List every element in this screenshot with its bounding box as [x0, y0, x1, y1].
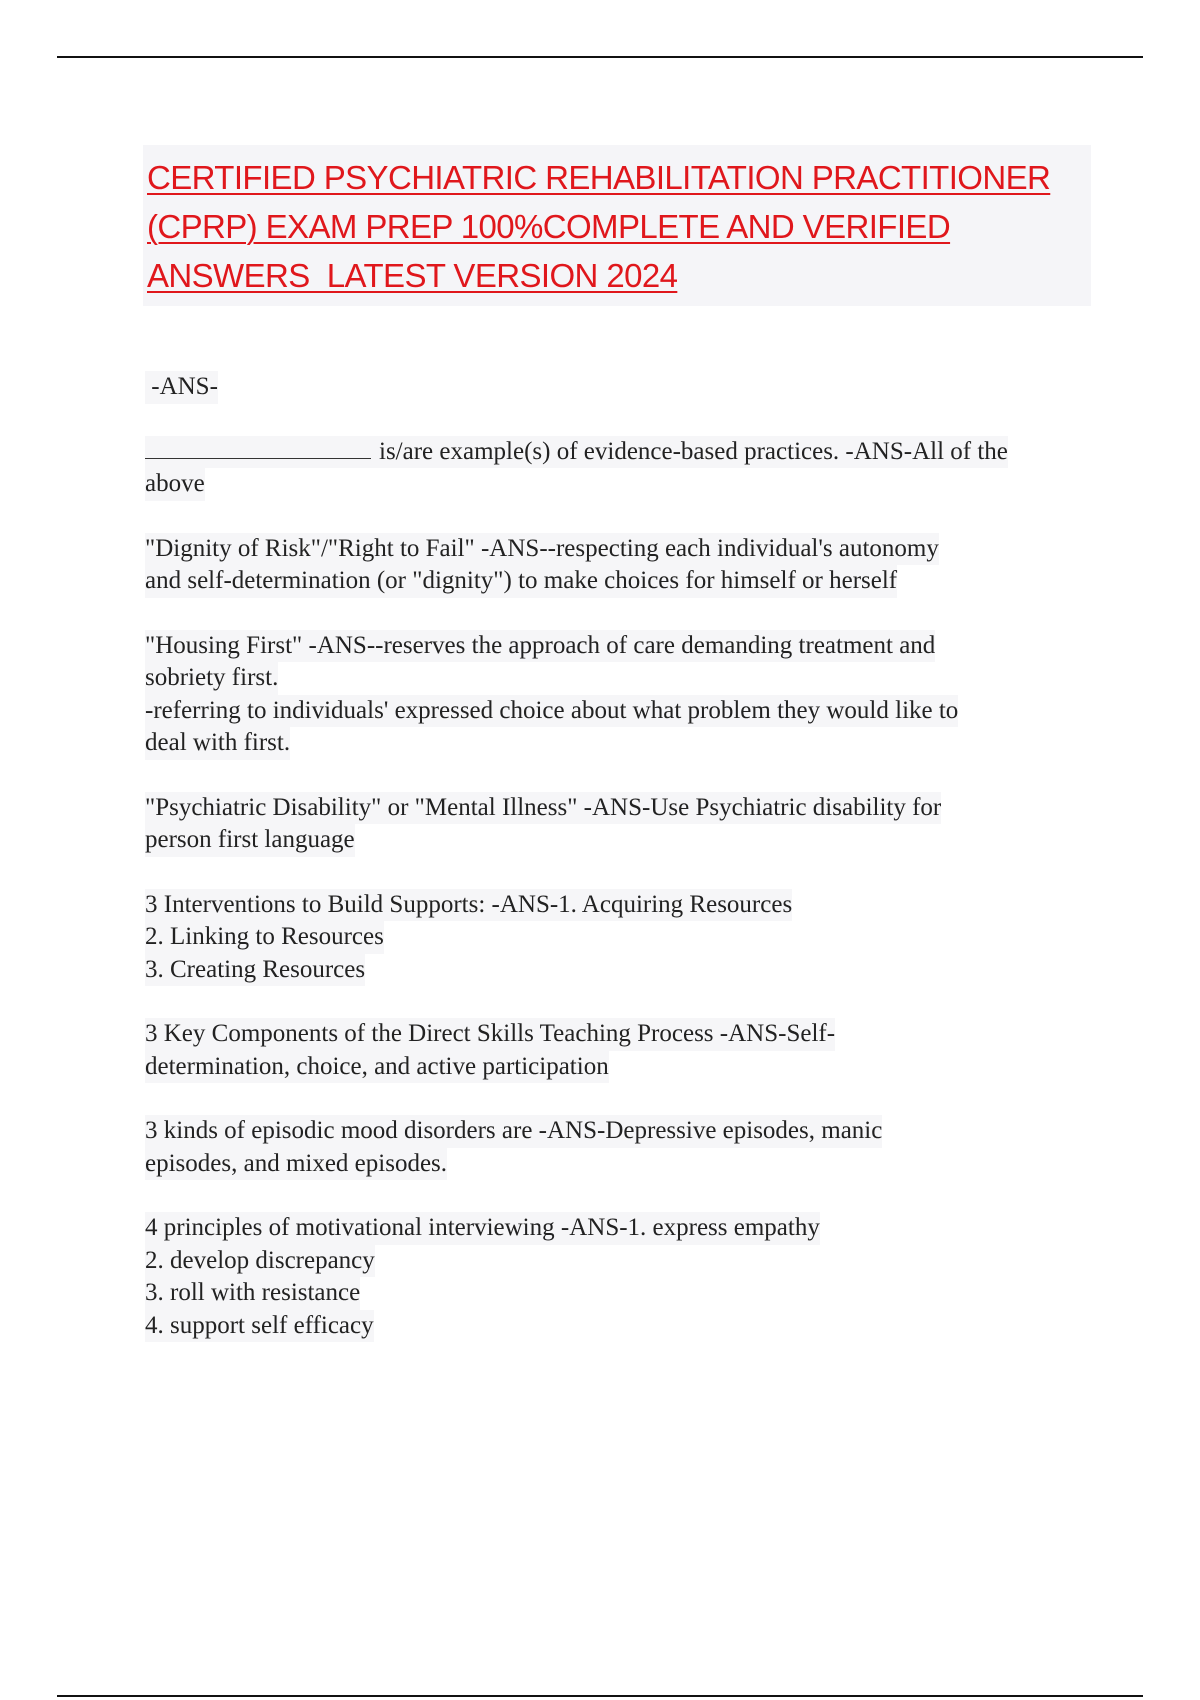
title-line: ANSWERS LATEST VERSION 2024	[147, 257, 678, 294]
qa-item	[145, 889, 1095, 987]
top-rule	[57, 56, 1143, 58]
qa-line: 2. Linking to Resources	[145, 921, 384, 954]
qa-item	[145, 1212, 1095, 1342]
qa-line: 2. develop discrepancy	[145, 1245, 375, 1278]
title-line: CERTIFIED PSYCHIATRIC REHABILITATION PRACTITIONER	[147, 159, 1051, 196]
qa-line: "Dignity of Risk"/"Right to Fail" -ANS--respecting each individual's autonomy	[145, 533, 939, 566]
qa-item	[145, 1018, 1095, 1083]
qa-line	[145, 436, 1008, 469]
qa-line: -referring to individuals' expressed choice about what problem they would like to	[145, 695, 958, 728]
title-line: (CPRP) EXAM PREP 100%COMPLETE AND VERIFIED	[147, 208, 951, 245]
qa-line: above	[145, 468, 205, 501]
qa-line: 3. Creating Resources	[145, 954, 365, 987]
qa-item	[145, 630, 1095, 760]
qa-line: determination, choice, and active participation	[145, 1051, 609, 1084]
qa-line: and self-determination (or "dignity") to make choices for himself or herself	[145, 565, 897, 598]
qa-item	[145, 533, 1095, 598]
qa-line: 3 Key Components of the Direct Skills Teaching Process -ANS-Self-	[145, 1018, 835, 1051]
qa-list	[145, 371, 1095, 1374]
qa-line: "Psychiatric Disability" or "Mental Illness" -ANS-Use Psychiatric disability for	[145, 792, 941, 825]
qa-line-text: is/are example(s) of evidence-based practices. -ANS-All of the	[379, 437, 1008, 465]
qa-line: deal with first.	[145, 727, 290, 760]
qa-line: -ANS-	[145, 371, 218, 404]
qa-item	[145, 371, 1095, 404]
qa-line: 3 Interventions to Build Supports: -ANS-1. Acquiring Resources	[145, 889, 792, 922]
qa-line: 4 principles of motivational interviewing -ANS-1. express empathy	[145, 1212, 820, 1245]
qa-line: 3. roll with resistance	[145, 1277, 360, 1310]
bottom-rule	[57, 1695, 1143, 1697]
qa-item	[145, 436, 1095, 501]
qa-line: episodes, and mixed episodes.	[145, 1148, 447, 1181]
qa-line: person first language	[145, 824, 355, 857]
qa-line: 4. support self efficacy	[145, 1310, 374, 1343]
qa-line: "Housing First" -ANS--reserves the approach of care demanding treatment and	[145, 630, 935, 663]
qa-line: 3 kinds of episodic mood disorders are -ANS-Depressive episodes, manic	[145, 1115, 882, 1148]
document-title	[143, 145, 1091, 306]
qa-item	[145, 1115, 1095, 1180]
qa-line: sobriety first.	[145, 662, 278, 695]
fill-in-blank	[145, 436, 371, 459]
qa-item	[145, 792, 1095, 857]
